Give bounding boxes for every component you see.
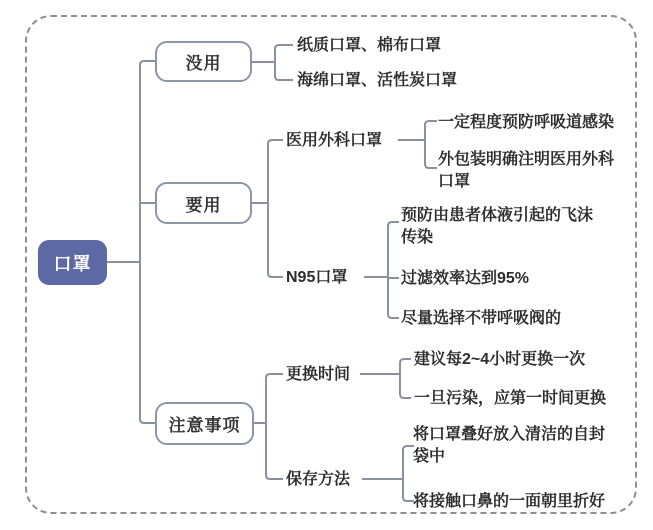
leaf-no-breathing-valve: 尽量选择不带呼吸阀的 xyxy=(401,310,562,327)
leaf-droplet-prevention: 预防由患者体液引起的飞沫传染 xyxy=(401,207,594,246)
leaf-replace-when-contaminated: 一旦污染，应第一时间更换 xyxy=(414,390,607,407)
leaf-sponge-carbon-masks: 海绵口罩、活性炭口罩 xyxy=(297,72,458,89)
leaf-prevent-respiratory-infection: 一定程度预防呼吸道感染 xyxy=(438,114,615,131)
branch-node-precautions: 注意事项 xyxy=(155,402,254,445)
branch-node-no-use: 没用 xyxy=(155,41,252,82)
root-node-mask: 口罩 xyxy=(38,240,107,285)
leaf-paper-cotton-masks: 纸质口罩、棉布口罩 xyxy=(297,37,442,54)
leaf-fold-contact-side-inward: 将接触口鼻的一面朝里折好 xyxy=(413,493,606,510)
node-surgical-mask: 医用外科口罩 xyxy=(286,132,383,149)
node-replacement-time: 更换时间 xyxy=(286,366,351,383)
leaf-replace-every-2-4-hours: 建议每2~4小时更换一次 xyxy=(414,351,586,368)
node-n95-mask: N95口罩 xyxy=(286,269,348,286)
node-storage-method: 保存方法 xyxy=(286,471,351,488)
branch-node-should-use: 要用 xyxy=(155,182,252,224)
leaf-filtration-95-percent: 过滤效率达到95% xyxy=(401,270,530,287)
leaf-packaging-label: 外包装明确注明医用外科口罩 xyxy=(438,151,615,190)
leaf-fold-into-sealed-bag: 将口罩叠好放入清洁的自封袋中 xyxy=(413,426,606,465)
